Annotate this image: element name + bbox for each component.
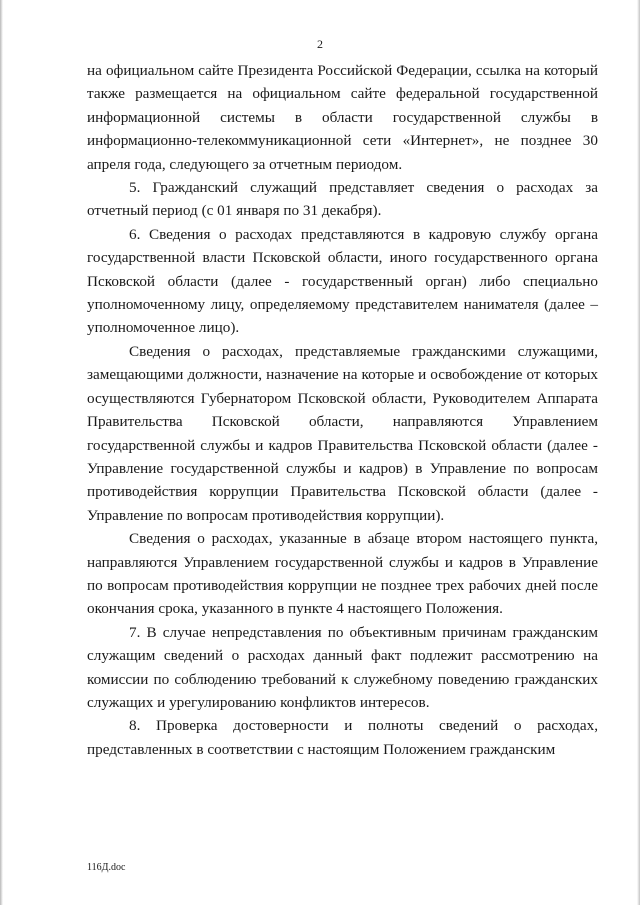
paragraph-item-7: 7. В случае непредставления по объективным причинам гражданским служащим сведений о расходах данный факт подлежит рассмотрению на комиссии по соблюдению требований к служебному поведению гражданских служащих и урегулированию конфликтов интересов. [87, 623, 598, 711]
paragraph-item-6-second: Сведения о расходах, представляемые гражданскими служащими, замещающими должности, назначение на которые и освобождение от которых осуществляются Губернатором Псковской области, Руководителем Аппарата Правительства Псковской области, направляются Управлением государственной службы и кадров Правительства Псковской области (далее - Управление государственной службы и кадров) в Управление по вопросам противодействия коррупции Правительства Псковской области (далее - Управление по вопросам противодействия коррупции). [87, 342, 598, 524]
paragraph-item-8: 8. Проверка достоверности и полноты сведений о расходах, представленных в соответствии с настоящим Положением гражданским [87, 717, 598, 758]
paragraph-continuation: на официальном сайте Президента Российской Федерации, ссылка на который также размещается на официальном сайте федеральной государственной информационной системы в области государственной службы в информационно-телекоммуникационной сети «Интернет», не позднее 30 апреля года, следующего за отчетным периодом. [87, 62, 598, 173]
document-body [87, 59, 598, 761]
footer-filename: 116Д.doc [87, 862, 126, 873]
paragraph-item-5: 5. Гражданский служащий представляет сведения о расходах за отчетный период (с 01 января по 31 декабря). [87, 179, 598, 220]
paragraph-item-6: 6. Сведения о расходах представляются в кадровую службу органа государственной власти Псковской области, иного государственного органа Псковской области (далее - государственный орган) либо специально уполномоченному лицу, определяемому представителем нанимателя (далее – уполномоченное лицо). [87, 225, 598, 337]
scan-edge-left [0, 0, 3, 905]
paragraph-item-6-third: Сведения о расходах, указанные в абзаце втором настоящего пункта, направляются Управлением государственной службы и кадров в Управление по вопросам противодействия коррупции не позднее трех рабочих дней после окончания срока, указанного в пункте 4 настоящего Положения. [87, 530, 598, 618]
page-number: 2 [317, 37, 323, 51]
